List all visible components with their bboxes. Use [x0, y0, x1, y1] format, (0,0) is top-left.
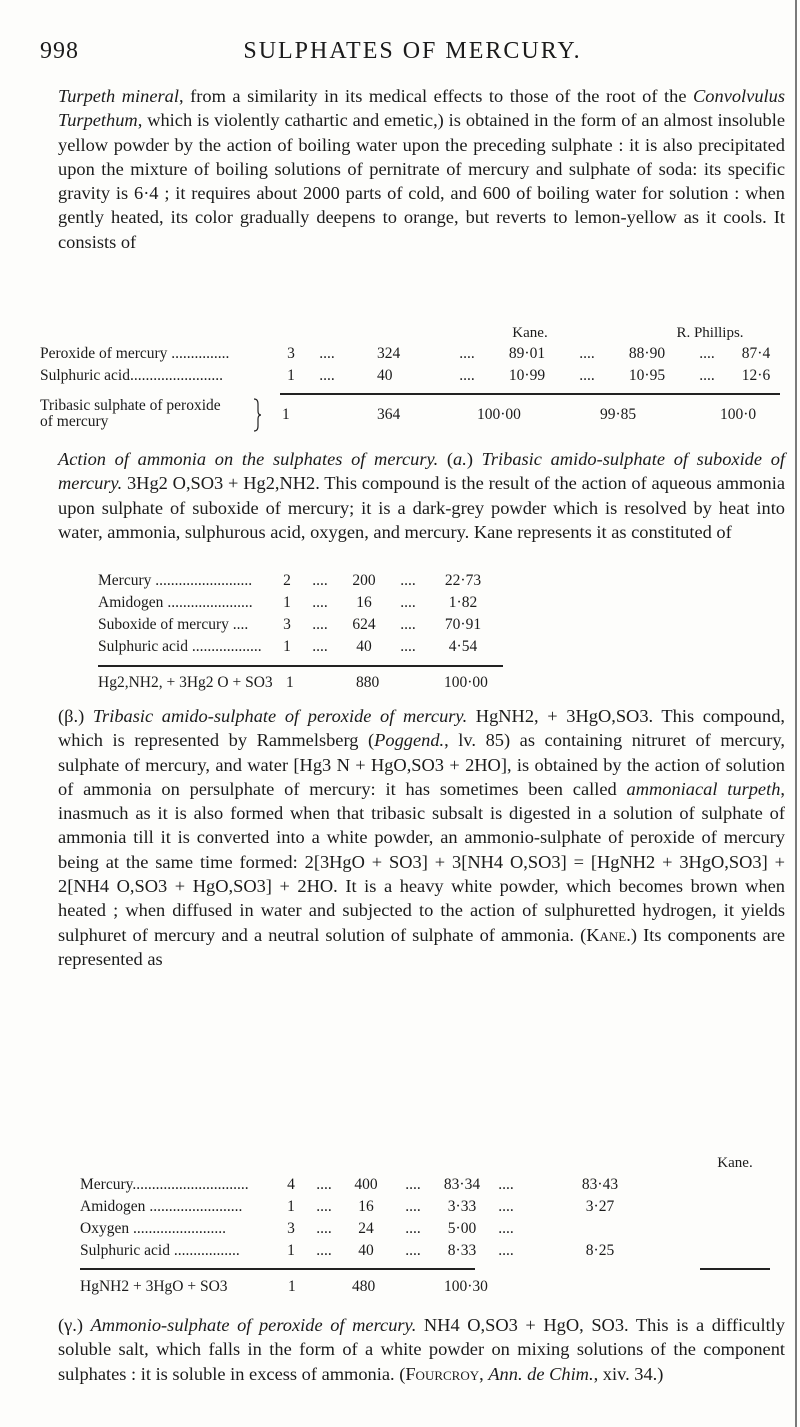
text: , xiv. 34.) [593, 1363, 664, 1384]
leader-dots: ........................ [132, 1220, 226, 1237]
label: Sulphuric acid [40, 367, 130, 384]
cell-kane: 88·90 [628, 345, 666, 362]
table-row [80, 1240, 628, 1262]
paragraph-turpeth-mineral [58, 84, 785, 254]
brace-icon [252, 398, 262, 432]
text: , lv. 85) as containing nitruret of mercury, sulphate of mercury, and water [Hg3 N + HgO,SO3 + 2HO], is obtained by the action of solution of ammonia on persulphate of mercury: it has sometimes been called [58, 730, 785, 799]
label: Suboxide of mercury [98, 616, 229, 633]
composition-table-1 [40, 343, 785, 387]
table-row [40, 343, 785, 365]
leader-dots: .... [400, 616, 416, 633]
running-head: SULPHATES OF MERCURY. [243, 38, 582, 64]
page-number: 998 [40, 38, 79, 64]
subsection-marker: (γ.) [58, 1315, 91, 1335]
leader-dots: ......................... [155, 572, 253, 589]
row-name [80, 1218, 280, 1240]
cell-percent: 3·33 [447, 1198, 477, 1215]
row-name [98, 592, 278, 614]
cell-phillips: 87·4 [741, 345, 771, 362]
leader-dots: .... [400, 572, 416, 589]
cell-equivalents: 3 [287, 345, 295, 362]
table2-rule [98, 665, 503, 667]
page-header [40, 38, 785, 78]
total-label [40, 398, 260, 430]
leader-dots: .... [498, 1242, 514, 1259]
cell-kane: 83·43 [581, 1176, 619, 1193]
table3-total-row [80, 1278, 500, 1300]
cell-weight: 400 [354, 1176, 378, 1193]
text: HgNH2, + 3HgO,SO3. This compound, which is represented by Rammelsberg ( [58, 706, 785, 751]
table-row [98, 570, 494, 592]
cell-percent: 22·73 [444, 572, 482, 589]
citation-author: Fourcroy [405, 1363, 480, 1384]
table-row [40, 365, 785, 387]
leader-dots: .... [699, 367, 715, 384]
table3-rule [80, 1268, 475, 1270]
cell-weight: 40 [377, 367, 393, 384]
cell-equivalents: 4 [287, 1176, 295, 1193]
leader-dots: ........................ [129, 367, 223, 384]
cell-kane: 3·27 [585, 1198, 615, 1215]
table-row [80, 1174, 628, 1196]
cell-equivalents: 1 [288, 1278, 296, 1295]
leader-dots: .................. [191, 638, 262, 655]
table1-header-phillips: R. Phillips. [676, 325, 744, 341]
cell-weight: 364 [377, 406, 401, 423]
cell-equivalents: 1 [287, 1242, 295, 1259]
text: , inasmuch as it is also formed when that tribasic subsalt is digested in a solution of sulphate of ammonia till it is converted into a white powder, an ammonio-sulphate of peroxide of mercury being at the same time formed: 2[3HgO + SO3] + 3[NH4 O,SO3] = [HgNH2 + 3HgO,SO3] + 2[NH4 O,SO3 + HgO,SO3] + 2HO. It is a heavy white powder, which becomes brown when heated ; when diffused in water and subjected to the action of sulphuretted hydrogen, it yields sulphuret of mercury and a neutral solution of sulphate of ammonia. ( [58, 778, 785, 945]
subsection-marker: a. [453, 449, 467, 469]
leader-dots: .... [316, 1220, 332, 1237]
cell-percent: 83·34 [443, 1176, 481, 1193]
leader-dots: .... [312, 572, 328, 589]
cell-percent: 100·30 [444, 1278, 488, 1295]
book-page [40, 0, 800, 1427]
table1-total-row [40, 398, 785, 434]
cell-phillips: 12·6 [741, 367, 771, 384]
leader-dots: .... [400, 638, 416, 655]
table2-total-row [98, 674, 518, 696]
table3-kane-rule [700, 1268, 770, 1270]
leader-dots: .... [316, 1198, 332, 1215]
leader-dots: .... [312, 594, 328, 611]
row-name [80, 1174, 280, 1196]
cell-weight: 40 [358, 1242, 374, 1259]
row-name [98, 614, 278, 636]
cell-weight: 624 [352, 616, 376, 633]
table3-header-kane: Kane. [717, 1155, 753, 1171]
label: Mercury [98, 572, 152, 589]
row-name [98, 570, 278, 592]
cell-phillips: 100·0 [720, 406, 757, 423]
cell-percent: 100·00 [444, 674, 488, 691]
cell-percent: 1·82 [448, 594, 478, 611]
cell-weight: 880 [356, 674, 380, 691]
text: ( [438, 449, 454, 469]
row-name [98, 636, 278, 658]
section-heading: Action of ammonia on the sulphates of mercury. [58, 449, 439, 469]
text: ) Its components are represented as [58, 924, 785, 969]
leader-dots: .... [312, 616, 328, 633]
text: NH4 O,SO3 + HgO, SO3. This is a difficultly soluble salt, which falls in the form of a white powder on mixing solutions of the component sulphates : it is soluble in excess of ammonia. ( [58, 1315, 785, 1384]
cell-kane [572, 1218, 628, 1240]
cell-weight: 16 [358, 1198, 374, 1215]
cell-equivalents: 1 [283, 594, 291, 611]
subsection-marker: (β.) [58, 706, 93, 726]
leader-dots: ........................ [149, 1198, 243, 1215]
leader-dots: .... [459, 367, 475, 384]
text: , which is violently cathartic and emetic,) is obtained in the form of an almost insoluble yellow powder by the action of boiling water upon the preceding sulphate : it is also precipitated upon the mixture of boiling solutions of pernitrate of mercury and sulphate of soda: its specific gravity is 6·4 ; it requires about 2000 parts of cold, and 600 of boiling water for solution : when gently heated, its color gradually deepens to orange, but reverts to lemon-yellow as it cools. It consists of [58, 110, 785, 252]
label: Amidogen [80, 1198, 146, 1215]
table1-header-kane: Kane. [512, 325, 548, 341]
leader-dots: ................. [173, 1242, 240, 1259]
table1-rule [280, 393, 780, 395]
term-convolvulus: Convolvulus Turpethum [58, 86, 785, 131]
composition-table-3 [80, 1174, 628, 1262]
total-formula: Hg2,NH2, + 3Hg2 O + SO3 [98, 674, 273, 691]
label-line: Tribasic sulphate of peroxide [40, 397, 221, 414]
subsection-heading: Tribasic amido-sulphate of peroxide of mercury. [92, 706, 468, 726]
citation-author: Kane. [586, 924, 631, 945]
cell-percent: 70·91 [444, 616, 482, 633]
paragraph-gamma [58, 1313, 785, 1386]
label: Amidogen [98, 594, 164, 611]
leader-dots: ............... [171, 345, 230, 362]
leader-dots: .... [319, 367, 335, 384]
subsection-heading: Ammonio-sulphate of peroxide of mercury. [90, 1315, 417, 1335]
label: Sulphuric acid [80, 1242, 170, 1259]
table-row [98, 636, 494, 658]
cell-weight: 324 [377, 345, 401, 362]
text: , from a similarity in its medical effects to those of the root of the [178, 86, 694, 106]
text: , [479, 1363, 489, 1384]
label: Mercury [80, 1176, 133, 1193]
cell-equivalents: 1 [287, 1198, 295, 1215]
leader-dots: .... [405, 1176, 421, 1193]
cell-kane: 8·25 [585, 1242, 615, 1259]
cell-percent: 8·33 [447, 1242, 477, 1259]
text: 3Hg2 O,SO3 + Hg2,NH2. This compound is the result of the action of aqueous ammonia upon sulphate of suboxide of mercury; it is a dark-grey powder which is resolved by heat into water, ammonia, sulphurous acid, oxygen, and mercury. Kane represents it as constituted of [58, 473, 785, 542]
row-name [80, 1240, 280, 1262]
composition-table-2 [98, 570, 494, 658]
cell-equivalents: 1 [287, 367, 295, 384]
text: ) [466, 449, 482, 469]
leader-dots: .... [319, 345, 335, 362]
table-row [98, 592, 494, 614]
leader-dots: .... [316, 1242, 332, 1259]
leader-dots: .... [316, 1176, 332, 1193]
leader-dots: .... [699, 345, 715, 362]
row-name [40, 343, 275, 365]
cell-weight: 200 [352, 572, 376, 589]
total-formula: HgNH2 + 3HgO + SO3 [80, 1278, 228, 1295]
leader-dots: .... [498, 1176, 514, 1193]
table-row [98, 614, 494, 636]
cell-weight: 40 [356, 638, 372, 655]
citation-journal: Poggend. [374, 730, 445, 751]
label: Sulphuric acid [98, 638, 188, 655]
leader-dots: .............................. [132, 1176, 249, 1193]
row-name [40, 365, 275, 387]
cell-percent: 10·99 [508, 367, 546, 384]
term-ammoniacal-turpeth: ammoniacal turpeth [626, 778, 781, 799]
leader-dots: .... [579, 345, 595, 362]
subsection-heading: Tribasic amido-sulphate of suboxide of mercury. [58, 449, 786, 494]
citation-journal: Ann. de Chim. [488, 1363, 594, 1384]
cell-equivalents: 1 [283, 638, 291, 655]
table-row [80, 1196, 628, 1218]
leader-dots: .... [459, 345, 475, 362]
cell-percent: 4·54 [448, 638, 478, 655]
cell-percent: 5·00 [447, 1220, 477, 1237]
leader-dots: .... [405, 1198, 421, 1215]
cell-percent: 89·01 [508, 345, 546, 362]
leader-dots: .... [312, 638, 328, 655]
cell-weight: 16 [356, 594, 372, 611]
cell-kane: 99·85 [600, 406, 637, 423]
cell-equivalents: 1 [282, 406, 290, 423]
leader-dots: .... [405, 1242, 421, 1259]
leader-dots: .... [400, 594, 416, 611]
cell-percent: 100·00 [477, 406, 521, 423]
leader-dots: .... [498, 1198, 514, 1215]
label: Peroxide of mercury [40, 345, 168, 362]
leader-dots: .... [232, 616, 249, 633]
table-row [80, 1218, 628, 1240]
cell-equivalents: 3 [283, 616, 291, 633]
cell-equivalents: 1 [286, 674, 294, 691]
cell-weight: 480 [352, 1278, 376, 1295]
cell-equivalents: 2 [283, 572, 291, 589]
cell-kane: 10·95 [628, 367, 666, 384]
label-line: of mercury [40, 413, 109, 430]
cell-weight: 24 [358, 1220, 374, 1237]
paragraph-action-of-ammonia [58, 447, 785, 544]
label: Oxygen [80, 1220, 130, 1237]
leader-dots: .... [405, 1220, 421, 1237]
term-turpeth-mineral: Turpeth mineral [58, 86, 179, 106]
cell-equivalents: 3 [287, 1220, 295, 1237]
leader-dots: ...................... [167, 594, 253, 611]
paragraph-beta [58, 704, 785, 971]
leader-dots: .... [579, 367, 595, 384]
leader-dots: .... [498, 1220, 514, 1237]
row-name [80, 1196, 280, 1218]
